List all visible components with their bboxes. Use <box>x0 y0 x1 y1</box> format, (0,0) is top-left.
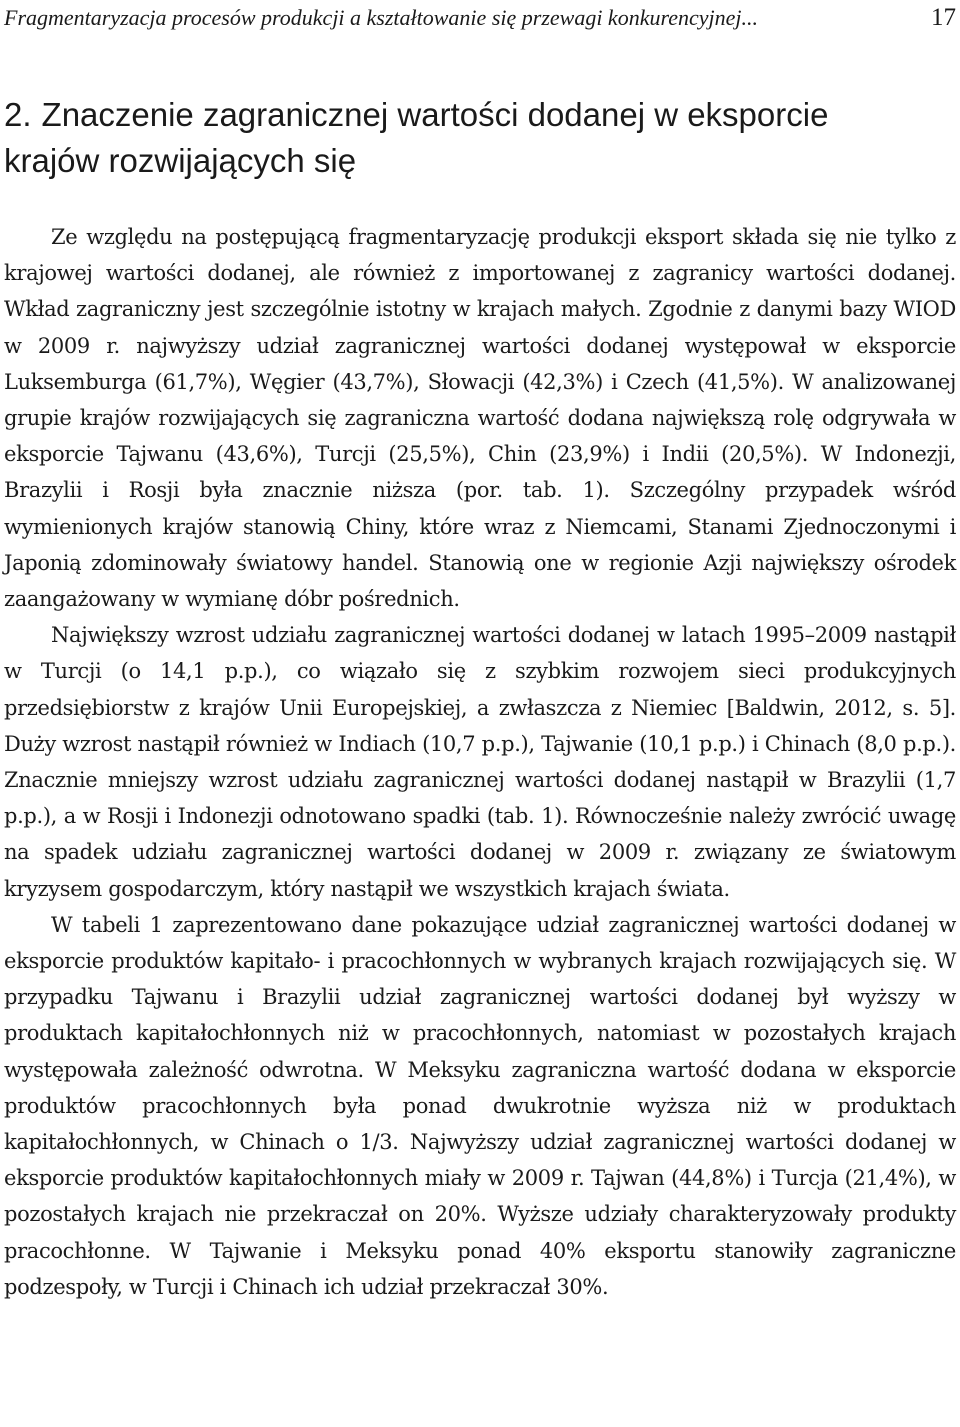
body-text <box>4 219 956 1305</box>
section-title: Znaczenie zagranicznej wartości dodanej w eksporcie krajów rozwijających się <box>4 96 829 179</box>
page-number: 17 <box>931 4 956 31</box>
paragraph-3: W tabeli 1 zaprezentowano dane pokazujące udział zagranicznej wartości dodanej w eksporcie produktów kapitało- i pracochłonnych w wybranych krajach rozwijających się. W przypadku Tajwanu i Brazylii udział zagranicznej wartości dodanej był wyższy w produktach kapitałochłonnych niż w pracochłonnych, natomiast w pozostałych krajach występowała zależność odwrotna. W Meksyku zagraniczna wartość dodana w eksporcie produktów pracochłonnych była ponad dwukrotnie wyższa niż w produktach kapitałochłonnych, w Chinach o 1/3. Najwyższy udział zagranicznej wartości dodanej w eksporcie produktów kapitałochłonnych miały w 2009 r. Tajwan (44,8%) i Turcja (21,4%), w pozostałych krajach nie przekraczał on 20%. Wyższe udziały charakteryzowały produkty pracochłonne. W Tajwanie i Meksyku ponad 40% eksportu stanowiły zagraniczne podzespoły, w Turcji i Chinach ich udział przekraczał 30%. <box>4 912 956 1299</box>
running-header <box>4 0 956 36</box>
section-heading <box>4 92 864 184</box>
section-number: 2. <box>4 96 32 133</box>
running-title: Fragmentaryzacja procesów produkcji a kształtowanie się przewagi konkurencyjnej... <box>4 5 758 30</box>
paragraph-2: Największy wzrost udziału zagranicznej wartości dodanej w latach 1995–2009 nastąpił w Turcji (o 14,1 p.p.), co wiązało się z szybkim rozwojem sieci produkcyjnych przedsiębiorstw z krajów Unii Europejskiej, a zwłaszcza z Niemiec [Baldwin, 2012, s. 5]. Duży wzrost nastąpił również w Indiach (10,7 p.p.), Tajwanie (10,1 p.p.) i Chinach (8,0 p.p.). Znacznie mniejszy wzrost udziału zagranicznej wartości dodanej nastąpił w Brazylii (1,7 p.p.), a w Rosji i Indonezji odnotowano spadki (tab. 1). Równocześnie należy zwrócić uwagę na spadek udziału zagranicznej wartości dodanej w 2009 r. związany ze światowym kryzysem gospodarczym, który nastąpił we wszystkich krajach świata. <box>4 623 956 901</box>
paragraph-1: Ze względu na postępującą fragmentaryzację produkcji eksport składa się nie tylko z krajowej wartości dodanej, ale również z importowanej z zagranicy wartości dodanej. Wkład zagraniczny jest szczególnie istotny w krajach małych. Zgodnie z danymi bazy WIOD w 2009 r. najwyższy udział zagranicznej wartości dodanej występował w eksporcie Luksemburga (61,7%), Węgier (43,7%), Słowacji (42,3%) i Czech (41,5%). W analizowanej grupie krajów rozwijających się zagraniczna wartość dodana największą rolę odgrywała w eksporcie Tajwanu (43,6%), Turcji (25,5%), Chin (23,9%) i Indii (20,5%). W Indonezji, Brazylii i Rosji była znacznie niższa (por. tab. 1). Szczególny przypadek wśród wymienionych krajów stanowią Chiny, które wraz z Niemcami, Stanami Zjednoczonymi i Japonią zdominowały światowy handel. Stanowią one w regionie Azji największy ośrodek zaangażowany w wymianę dóbr pośrednich. <box>4 225 956 612</box>
